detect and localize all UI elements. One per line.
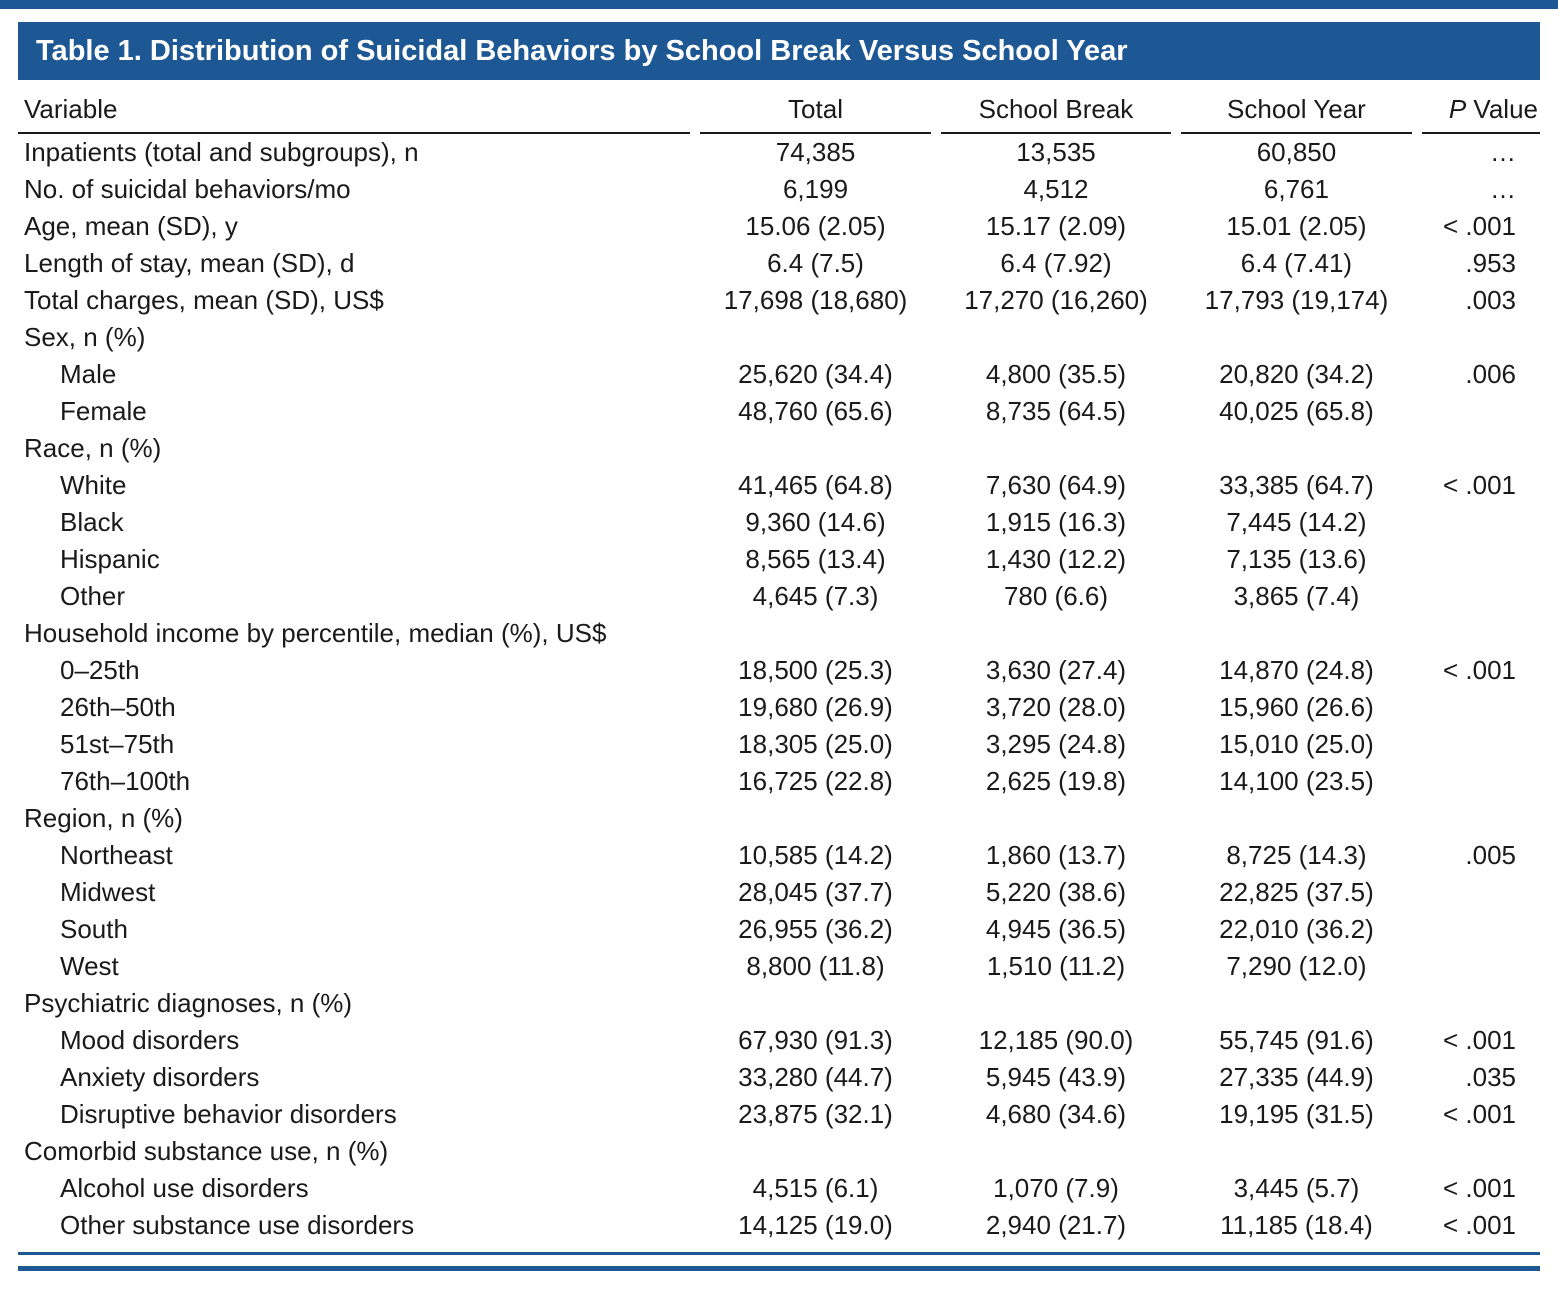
- cell-p-value: < .001: [1442, 470, 1516, 500]
- cell-p-value: [1417, 948, 1540, 985]
- row-label: Black: [60, 507, 124, 537]
- row-label: No. of suicidal behaviors/mo: [24, 174, 351, 204]
- cell-school-break: 5,945 (43.9): [985, 1062, 1127, 1092]
- cell-school-break: 4,680 (34.6): [985, 1099, 1127, 1129]
- cell-school-year: 8,725 (14.3): [1226, 840, 1367, 870]
- table-title: Table 1. Distribution of Suicidal Behaviors by School Break Versus School Year: [36, 35, 1128, 67]
- cell-total: 6,199: [782, 174, 849, 204]
- cell-school-break: [936, 430, 1176, 467]
- cell-p-value: …: [1490, 137, 1516, 167]
- bottom-rules: [18, 1252, 1540, 1271]
- cell-school-break: 2,940 (21.7): [985, 1210, 1127, 1240]
- row-label: Sex, n (%): [24, 322, 146, 352]
- cell-school-year: 15,960 (26.6): [1219, 692, 1374, 722]
- row-label: Length of stay, mean (SD), d: [24, 248, 355, 278]
- header-row: [18, 80, 1540, 134]
- cell-school-year: 3,445 (5.7): [1233, 1173, 1360, 1203]
- cell-school-break: 13,535: [1016, 137, 1096, 167]
- p-value-italic-p: P: [1448, 94, 1467, 124]
- cell-p-value: [1417, 541, 1540, 578]
- cell-school-break: [936, 1133, 1176, 1170]
- cell-total: 4,515 (6.1): [752, 1173, 879, 1203]
- section-row: [18, 800, 1540, 837]
- cell-school-break: [936, 800, 1176, 837]
- table-row: [18, 578, 1540, 615]
- cell-total: 10,585 (14.2): [738, 840, 893, 870]
- cell-school-break: 2,625 (19.8): [985, 766, 1127, 796]
- row-label: Male: [60, 359, 117, 389]
- row-label: Total charges, mean (SD), US$: [24, 285, 384, 315]
- cell-p-value: [1417, 393, 1540, 430]
- table-row: [18, 874, 1540, 911]
- cell-total: 6.4 (7.5): [767, 248, 864, 278]
- cell-total: 16,725 (22.8): [738, 766, 893, 796]
- cell-school-break: 7,630 (64.9): [985, 470, 1127, 500]
- table-title-bar: [18, 22, 1540, 80]
- cell-school-year: 17,793 (19,174): [1204, 285, 1389, 315]
- table-row: [18, 837, 1540, 874]
- col-header-p-value: [1417, 80, 1540, 134]
- top-accent-rule: [0, 0, 1558, 9]
- table-row: [18, 1170, 1540, 1207]
- col-header-variable: Variable: [18, 80, 695, 134]
- cell-total: [695, 319, 935, 356]
- cell-p-value: [1417, 504, 1540, 541]
- table-body: [18, 134, 1540, 1244]
- cell-total: 15.06 (2.05): [745, 211, 886, 241]
- cell-school-year: 19,195 (31.5): [1219, 1099, 1374, 1129]
- cell-p-value: < .001: [1442, 1173, 1516, 1203]
- cell-p-value: .005: [1465, 840, 1516, 870]
- cell-total: 8,565 (13.4): [745, 544, 886, 574]
- cell-p-value: < .001: [1442, 655, 1516, 685]
- cell-school-break: 15.17 (2.09): [985, 211, 1127, 241]
- table-row: [18, 467, 1540, 504]
- cell-p-value: .003: [1465, 285, 1516, 315]
- cell-school-break: 6.4 (7.92): [1000, 248, 1112, 278]
- cell-school-year: 6,761: [1263, 174, 1329, 204]
- cell-p-value: [1417, 430, 1540, 467]
- cell-school-break: 4,945 (36.5): [985, 914, 1127, 944]
- cell-total: 74,385: [775, 137, 856, 167]
- table-row: [18, 1096, 1540, 1133]
- row-label: Hispanic: [60, 544, 160, 574]
- row-label: Other: [60, 581, 126, 611]
- table-row: [18, 948, 1540, 985]
- section-row: [18, 1133, 1540, 1170]
- row-label: West: [60, 951, 119, 981]
- table-row: [18, 245, 1540, 282]
- cell-school-year: 33,385 (64.7): [1219, 470, 1374, 500]
- row-label: Alcohol use disorders: [60, 1173, 309, 1203]
- cell-school-break: 4,512: [1023, 174, 1089, 204]
- cell-school-break: 1,510 (11.2): [986, 951, 1126, 981]
- table-row: [18, 541, 1540, 578]
- cell-total: 41,465 (64.8): [738, 470, 893, 500]
- cell-total: 26,955 (36.2): [738, 914, 893, 944]
- cell-p-value: < .001: [1442, 1210, 1516, 1240]
- row-label: Age, mean (SD), y: [24, 211, 238, 241]
- cell-school-year: 22,825 (37.5): [1219, 877, 1374, 907]
- cell-school-year: 20,820 (34.2): [1219, 359, 1374, 389]
- table-row: [18, 726, 1540, 763]
- row-label: 51st–75th: [60, 729, 175, 759]
- cell-total: [695, 1133, 935, 1170]
- cell-total: 48,760 (65.6): [738, 396, 893, 426]
- cell-school-year: 7,290 (12.0): [1226, 951, 1367, 981]
- cell-school-break: 780 (6.6): [1003, 581, 1109, 611]
- cell-total: 4,645 (7.3): [752, 581, 879, 611]
- cell-p-value: [1417, 689, 1540, 726]
- cell-p-value: …: [1490, 174, 1516, 204]
- cell-school-year: 40,025 (65.8): [1219, 396, 1374, 426]
- cell-school-year: 22,010 (36.2): [1219, 914, 1374, 944]
- cell-total: [695, 985, 935, 1022]
- cell-school-year: 3,865 (7.4): [1233, 581, 1360, 611]
- row-label: Comorbid substance use, n (%): [24, 1136, 389, 1166]
- row-label: Midwest: [60, 877, 156, 907]
- cell-school-year: [1176, 1133, 1416, 1170]
- cell-school-year: 7,445 (14.2): [1226, 507, 1367, 537]
- cell-school-year: 27,335 (44.9): [1219, 1062, 1374, 1092]
- section-row: [18, 615, 1540, 652]
- cell-school-break: 3,720 (28.0): [985, 692, 1127, 722]
- row-label: Inpatients (total and subgroups), n: [24, 137, 419, 167]
- cell-school-break: 4,800 (35.5): [985, 359, 1127, 389]
- cell-p-value: .953: [1465, 248, 1516, 278]
- table-row: [18, 282, 1540, 319]
- cell-school-break: 17,270 (16,260): [964, 285, 1148, 315]
- table-page: [0, 22, 1558, 1271]
- cell-school-year: 6.4 (7.41): [1240, 248, 1353, 278]
- cell-school-break: 3,630 (27.4): [985, 655, 1127, 685]
- cell-school-year: 14,100 (23.5): [1219, 766, 1374, 796]
- cell-school-year: [1176, 800, 1416, 837]
- cell-school-break: 1,070 (7.9): [993, 1173, 1119, 1203]
- row-label: Household income by percentile, median (%), US$: [24, 618, 607, 648]
- cell-school-year: [1176, 985, 1416, 1022]
- cell-school-break: 5,220 (38.6): [985, 877, 1127, 907]
- cell-school-break: [936, 615, 1176, 652]
- table-row: [18, 652, 1540, 689]
- row-label: Mood disorders: [60, 1025, 240, 1055]
- table-row: [18, 763, 1540, 800]
- cell-school-break: 1,915 (16.3): [985, 507, 1127, 537]
- row-label: Race, n (%): [24, 433, 162, 463]
- row-label: 76th–100th: [60, 766, 191, 796]
- cell-p-value: [1417, 578, 1540, 615]
- bottom-rule-thin: [18, 1252, 1540, 1255]
- cell-total: [695, 800, 935, 837]
- cell-school-year: 55,745 (91.6): [1219, 1025, 1374, 1055]
- row-label: South: [60, 914, 128, 944]
- cell-school-break: 3,295 (24.8): [985, 729, 1127, 759]
- cell-total: 14,125 (19.0): [738, 1210, 893, 1240]
- cell-school-year: [1176, 319, 1416, 356]
- cell-total: 33,280 (44.7): [738, 1062, 893, 1092]
- row-label: Other substance use disorders: [60, 1210, 415, 1240]
- cell-total: 8,800 (11.8): [746, 951, 885, 981]
- row-label: 26th–50th: [60, 692, 176, 722]
- cell-school-break: 1,860 (13.7): [985, 840, 1127, 870]
- section-row: [18, 430, 1540, 467]
- cell-p-value: [1417, 911, 1540, 948]
- cell-school-year: 7,135 (13.6): [1226, 544, 1367, 574]
- p-value-rest: Value: [1466, 94, 1538, 124]
- cell-total: 28,045 (37.7): [738, 877, 893, 907]
- cell-p-value: [1417, 319, 1540, 356]
- cell-p-value: .035: [1465, 1062, 1516, 1092]
- row-label: Female: [60, 396, 147, 426]
- section-row: [18, 319, 1540, 356]
- col-header-school-break: School Break: [936, 80, 1176, 134]
- cell-total: 19,680 (26.9): [738, 692, 893, 722]
- table-row: [18, 1207, 1540, 1244]
- table-row: [18, 134, 1540, 171]
- bottom-rule-thick: [18, 1266, 1540, 1271]
- cell-p-value: [1417, 615, 1540, 652]
- table-row: [18, 393, 1540, 430]
- cell-school-year: [1176, 430, 1416, 467]
- cell-school-break: [936, 319, 1176, 356]
- cell-total: 23,875 (32.1): [738, 1099, 893, 1129]
- section-row: [18, 985, 1540, 1022]
- table-header: [18, 80, 1540, 134]
- table-row: [18, 1059, 1540, 1096]
- row-label: 0–25th: [60, 655, 140, 685]
- table-row: [18, 504, 1540, 541]
- row-label: Psychiatric diagnoses, n (%): [24, 988, 353, 1018]
- cell-total: 17,698 (18,680): [723, 285, 908, 315]
- cell-school-year: 60,850: [1256, 137, 1337, 167]
- cell-p-value: < .001: [1442, 1099, 1516, 1129]
- row-label: Region, n (%): [24, 803, 183, 833]
- table-row: [18, 171, 1540, 208]
- row-label: Anxiety disorders: [60, 1062, 260, 1092]
- table-row: [18, 1022, 1540, 1059]
- cell-school-year: 15.01 (2.05): [1226, 211, 1367, 241]
- cell-p-value: [1417, 874, 1540, 911]
- table-row: [18, 689, 1540, 726]
- cell-school-break: 12,185 (90.0): [978, 1025, 1134, 1055]
- cell-p-value: [1417, 800, 1540, 837]
- cell-school-year: [1176, 615, 1416, 652]
- cell-school-break: 8,735 (64.5): [985, 396, 1127, 426]
- cell-p-value: [1417, 985, 1540, 1022]
- table-row: [18, 356, 1540, 393]
- cell-total: [695, 430, 935, 467]
- cell-total: [695, 615, 935, 652]
- col-header-total: Total: [695, 80, 935, 134]
- cell-p-value: [1417, 763, 1540, 800]
- cell-school-break: 1,430 (12.2): [985, 544, 1127, 574]
- row-label: Northeast: [60, 840, 173, 870]
- cell-total: 9,360 (14.6): [745, 507, 886, 537]
- cell-school-break: [936, 985, 1176, 1022]
- cell-total: 25,620 (34.4): [738, 359, 893, 389]
- cell-school-year: 14,870 (24.8): [1219, 655, 1374, 685]
- cell-p-value: < .001: [1442, 211, 1516, 241]
- cell-total: 18,305 (25.0): [738, 729, 893, 759]
- row-label: Disruptive behavior disorders: [60, 1099, 397, 1129]
- cell-school-year: 11,185 (18.4): [1220, 1210, 1373, 1240]
- table-row: [18, 911, 1540, 948]
- cell-total: 18,500 (25.3): [738, 655, 893, 685]
- cell-p-value: [1417, 726, 1540, 763]
- col-header-school-year: School Year: [1176, 80, 1416, 134]
- cell-school-year: 15,010 (25.0): [1219, 729, 1374, 759]
- cell-total: 67,930 (91.3): [738, 1025, 893, 1055]
- cell-p-value: < .001: [1442, 1025, 1516, 1055]
- cell-p-value: [1417, 1133, 1540, 1170]
- data-table: [18, 80, 1540, 1244]
- row-label: White: [60, 470, 127, 500]
- table-row: [18, 208, 1540, 245]
- cell-p-value: .006: [1465, 359, 1516, 389]
